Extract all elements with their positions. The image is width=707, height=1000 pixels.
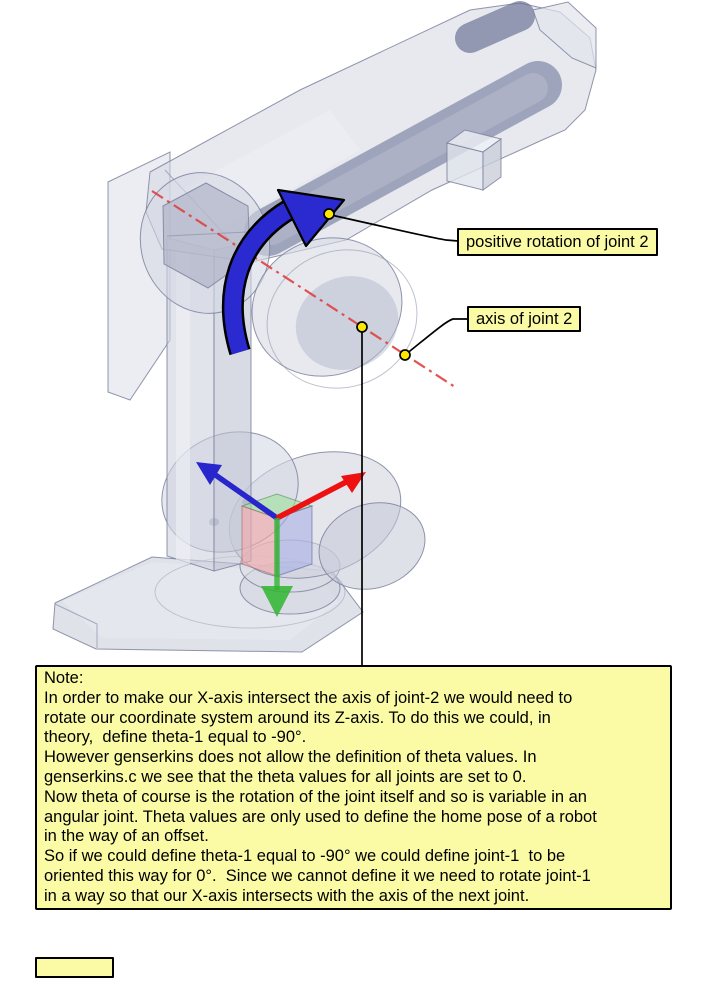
note-line: angular joint. Theta values are only used to define the home pose of a robot — [44, 807, 597, 826]
note-line: So if we could define theta-1 equal to -90° we could define joint-1 to be — [44, 847, 566, 866]
callout-axis-of-joint2 — [467, 306, 581, 332]
note-line: However genserkins does not allow the definition of theta values. In — [44, 748, 537, 767]
callout-axis-of-joint2-label: axis of joint 2 — [476, 309, 573, 328]
note-line: oriented this way for 0°. Since we cannot define it we need to rotate joint-1 — [44, 866, 591, 885]
note-line: in a way so that our X-axis intersects with the axis of the next joint. — [44, 886, 530, 905]
callout-positive-rotation — [457, 228, 658, 256]
empty-annotation-box — [35, 957, 114, 978]
note-line: In order to make our X-axis intersect the axis of joint-2 we would need to — [44, 688, 573, 707]
marker-dot-axis-far — [400, 350, 410, 360]
note-line: genserkins.c we see that the theta values for all joints are set to 0. — [44, 767, 527, 786]
note-line: Now theta of course is the rotation of the joint itself and so is variable in an — [44, 787, 587, 806]
note-line: rotate our coordinate system around its Z-axis. To do this we could, in — [44, 708, 551, 727]
note-box — [35, 665, 672, 910]
marker-dot-rotation — [324, 209, 334, 219]
marker-dot-axis-near — [357, 322, 367, 332]
note-line: theory, define theta-1 equal to -90°. — [44, 728, 307, 747]
note-line: Note: — [44, 669, 84, 687]
note-line: in the way of an offset. — [44, 827, 209, 846]
callout-positive-rotation-label: positive rotation of joint 2 — [466, 232, 649, 251]
